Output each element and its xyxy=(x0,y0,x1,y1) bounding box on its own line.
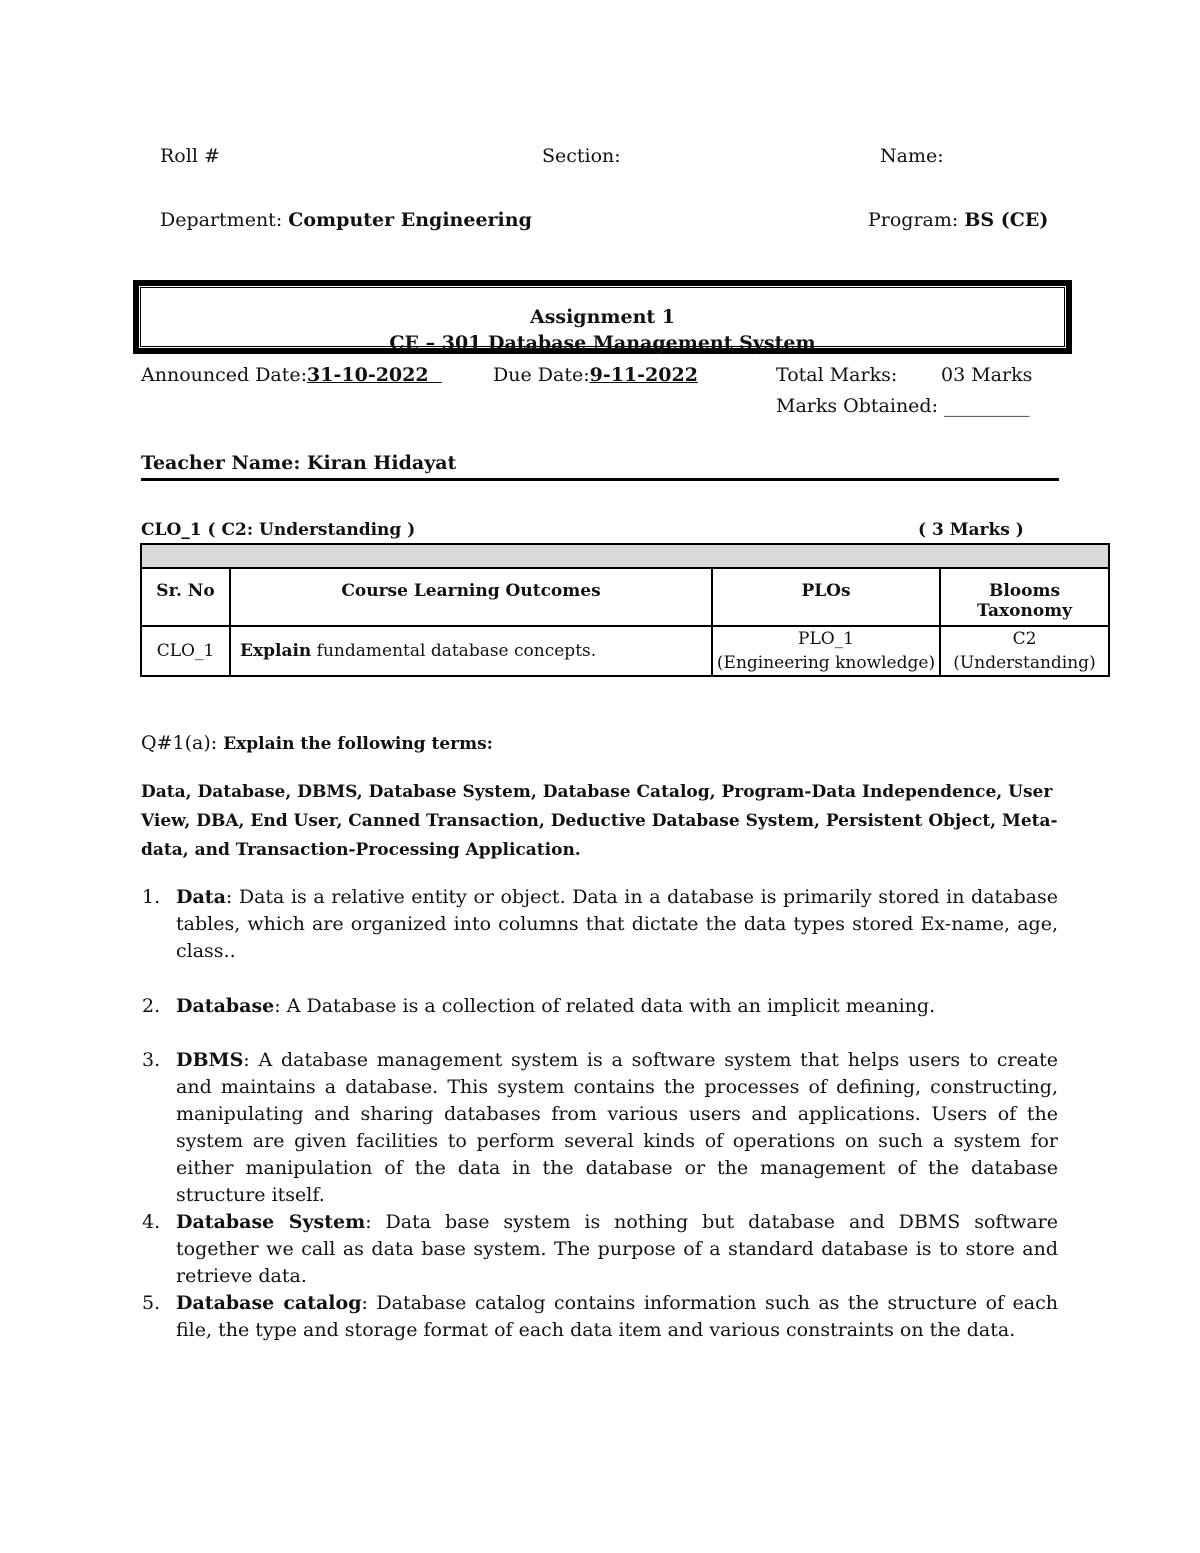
program-value: BS (CE) xyxy=(964,209,1049,231)
course-title: CE – 301 Database Management System xyxy=(389,332,816,354)
col-header-outcomes: Course Learning Outcomes xyxy=(230,568,712,626)
cell-bloom xyxy=(940,626,1109,676)
announced-date xyxy=(141,364,442,386)
assignment-title-box xyxy=(133,280,1072,354)
item-number: 2. xyxy=(142,995,161,1017)
marks-obtained-label: Marks Obtained: xyxy=(776,395,945,417)
assignment-title: Assignment 1 xyxy=(529,306,676,328)
roll-label: Roll # xyxy=(160,145,220,167)
teacher-divider xyxy=(141,478,1059,481)
question-prompt: Explain the following terms: xyxy=(223,734,493,754)
section-label: Section: xyxy=(542,145,621,167)
cell-sr-no: CLO_1 xyxy=(141,626,230,676)
announced-date-label: Announced Date: xyxy=(141,364,308,386)
marks-obtained xyxy=(776,395,1030,417)
cell-plo xyxy=(712,626,940,676)
item-text: : A Database is a collection of related data with an implicit meaning. xyxy=(274,995,936,1017)
item-text: : Data is a relative entity or object. Data in a database is primarily stored in database tables, which are organized into columns that dictate the data types stored Ex-name, age, class.. xyxy=(176,886,1058,962)
bloom-desc: (Understanding) xyxy=(953,653,1096,673)
clo-table xyxy=(140,543,1110,677)
plo-code: PLO_1 xyxy=(798,629,854,649)
item-text: : Database catalog contains information such as the structure of each file, the type and storage format of each data item and various constraints on the data. xyxy=(176,1292,1058,1341)
clo-heading: CLO_1 ( C2: Understanding ) xyxy=(141,520,416,540)
item-term: Data xyxy=(176,886,226,908)
question-label: Q#1(a): xyxy=(141,732,224,754)
list-item xyxy=(142,1209,1058,1290)
department-field xyxy=(160,209,532,231)
total-marks-value: 03 Marks xyxy=(941,364,1033,386)
teacher-name: Teacher Name: Kiran Hidayat xyxy=(141,452,457,474)
outcome-text: fundamental database concepts. xyxy=(311,641,597,661)
due-date xyxy=(493,364,698,386)
due-date-value: 9-11-2022 xyxy=(589,364,698,386)
cell-outcome xyxy=(230,626,712,676)
department-label: Department: xyxy=(160,209,289,231)
item-number: 1. xyxy=(142,886,161,908)
item-term: Database xyxy=(176,995,275,1017)
bloom-code: C2 xyxy=(1012,629,1037,649)
list-item xyxy=(142,1290,1058,1344)
col-header-sr-no: Sr. No xyxy=(141,568,230,626)
table-row xyxy=(141,626,1109,676)
item-text: : A database management system is a software system that helps users to create and maintains a database. This system contains the processes of defining, constructing, manipulating and sharing databases from various users and applications. Users of the system are given facilities to perform several kinds of operations on such a system for either manipulation of the data in the database or the management of the database structure itself. xyxy=(176,1049,1058,1206)
list-item xyxy=(142,1047,1058,1209)
question-line xyxy=(141,732,493,754)
item-text: : Data base system is nothing but database and DBMS software together we call as data base system. The purpose of a standard database is to store and retrieve data. xyxy=(176,1211,1058,1287)
col-header-blooms: Blooms Taxonomy xyxy=(940,568,1109,626)
program-label: Program: xyxy=(868,209,965,231)
item-term: Database System xyxy=(176,1211,366,1233)
department-value: Computer Engineering xyxy=(288,209,532,231)
item-number: 5. xyxy=(142,1292,161,1314)
list-item xyxy=(142,884,1058,965)
item-term: Database catalog xyxy=(176,1292,362,1314)
total-marks-label: Total Marks: xyxy=(776,364,898,386)
table-shaded-row xyxy=(141,544,1109,568)
question-terms: Data, Database, DBMS, Database System, Database Catalog, Program-Data Independence, User View, DBA, End User, Canned Transaction, Deductive Database System, Persistent Object, Meta-data, and Transaction-Processing Application. xyxy=(141,782,1058,860)
list-item xyxy=(142,993,1058,1020)
item-term: DBMS xyxy=(176,1049,244,1071)
item-number: 4. xyxy=(142,1211,161,1233)
table-header-row xyxy=(141,568,1109,626)
name-label: Name: xyxy=(880,145,944,167)
program-field xyxy=(868,209,1048,231)
item-number: 3. xyxy=(142,1049,161,1071)
due-date-label: Due Date: xyxy=(493,364,590,386)
clo-marks: ( 3 Marks ) xyxy=(918,520,1024,540)
col-header-plos: PLOs xyxy=(712,568,940,626)
marks-obtained-blank: _________ xyxy=(944,395,1030,417)
outcome-verb: Explain xyxy=(240,641,312,661)
announced-date-value: 31-10-2022 xyxy=(307,364,442,386)
plo-desc: (Engineering knowledge) xyxy=(716,653,936,673)
